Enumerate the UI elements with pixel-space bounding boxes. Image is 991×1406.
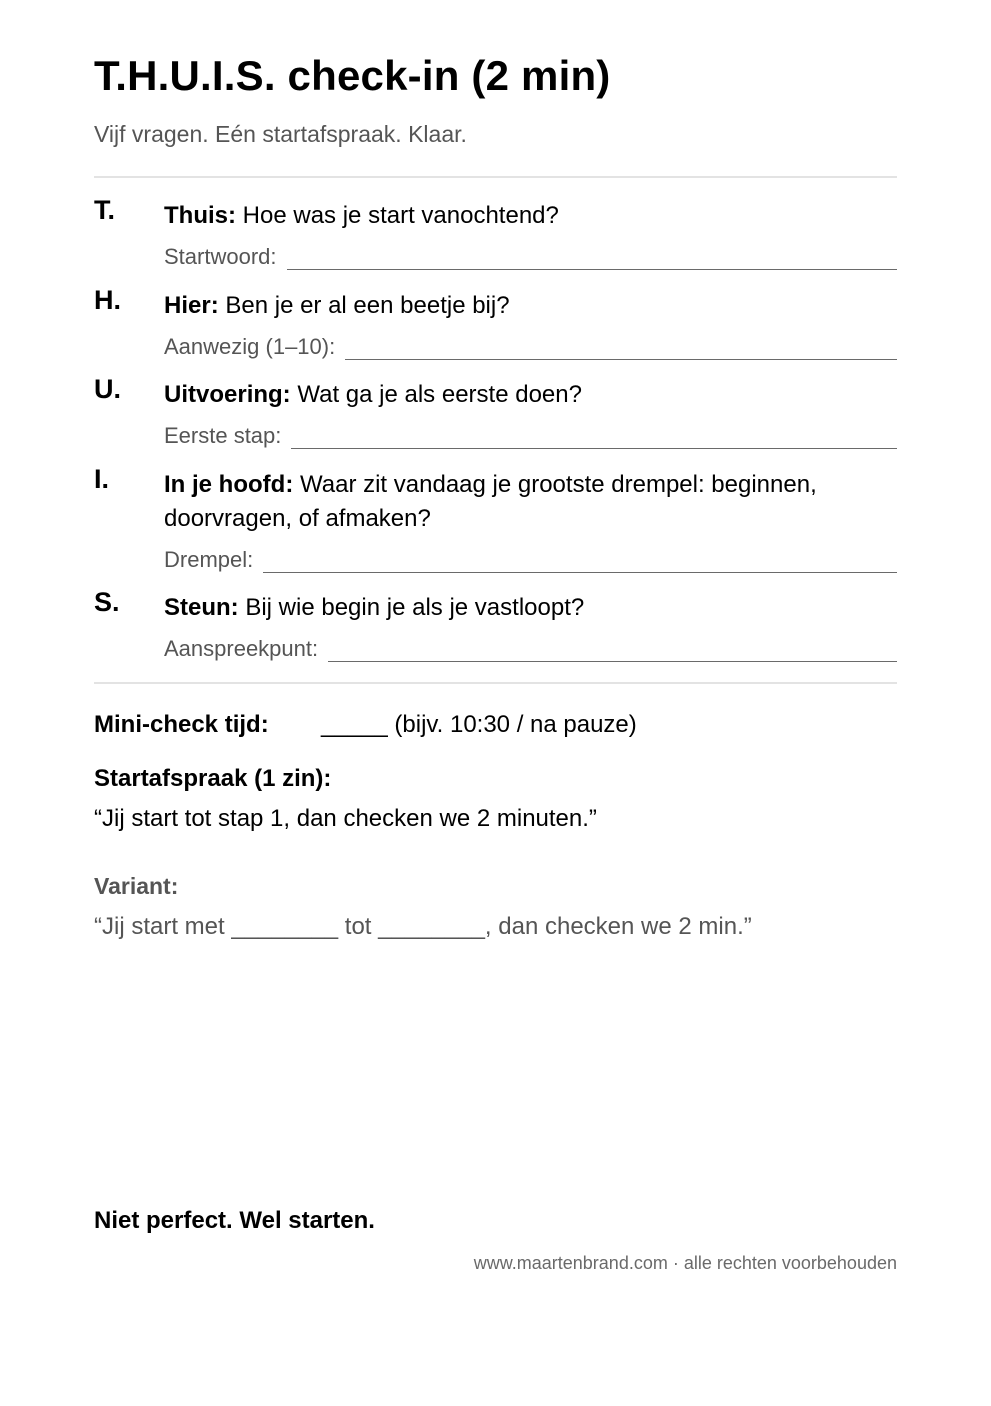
drempel-field[interactable] <box>164 543 897 573</box>
page-title: T.H.U.I.S. check-in (2 min) <box>94 52 611 99</box>
mini-check <box>94 711 637 739</box>
question-hier <box>94 285 897 365</box>
question-body: Ben je er al een beetje bij? <box>225 292 510 319</box>
question-letter: H. <box>94 285 121 315</box>
question-keyword: In je hoofd: <box>164 471 294 498</box>
startafspraak-text: “Jij start tot stap 1, dan checken we 2 minuten.” <box>94 805 597 832</box>
mini-check-value[interactable]: _____ (bijv. 10:30 / na pauze) <box>321 711 637 738</box>
question-text <box>164 591 897 625</box>
question-keyword: Hier: <box>164 292 219 319</box>
divider-bottom <box>94 682 897 684</box>
question-in-je-hoofd <box>94 464 897 578</box>
question-keyword: Uitvoering: <box>164 381 291 408</box>
mini-check-label: Mini-check tijd: <box>94 711 269 738</box>
worksheet-page <box>94 0 897 1406</box>
question-steun <box>94 587 897 667</box>
question-body: Wat ga je als eerste doen? <box>297 381 582 408</box>
footer-copyright: www.maartenbrand.com · alle rechten voorbehouden <box>473 1253 897 1273</box>
question-uitvoering <box>94 374 897 454</box>
eerste-stap-input-line[interactable] <box>291 422 897 449</box>
field-label: Startwoord: <box>164 244 277 269</box>
field-label: Aanwezig (1–10): <box>164 334 336 359</box>
tagline: Niet perfect. Wel starten. <box>94 1207 375 1234</box>
question-keyword: Thuis: <box>164 202 236 229</box>
question-text <box>164 378 897 412</box>
field-label: Eerste stap: <box>164 423 282 448</box>
drempel-input-line[interactable] <box>263 546 897 573</box>
question-body: Waar zit vandaag je grootste drempel: beginnen, doorvragen, of afmaken? <box>164 471 817 532</box>
startwoord-field[interactable] <box>164 240 897 270</box>
field-label: Drempel: <box>164 547 254 572</box>
startwoord-input-line[interactable] <box>287 243 898 270</box>
variant-label: Variant: <box>94 873 179 899</box>
question-text <box>164 468 897 536</box>
question-text <box>164 199 897 233</box>
aanwezig-field[interactable] <box>164 330 897 360</box>
aanspreekpunt-field[interactable] <box>164 632 897 662</box>
aanspreekpunt-input-line[interactable] <box>328 635 897 662</box>
question-letter: S. <box>94 587 120 617</box>
page-subtitle: Vijf vragen. Eén startafspraak. Klaar. <box>94 121 467 147</box>
eerste-stap-field[interactable] <box>164 419 897 449</box>
startafspraak-label: Startafspraak (1 zin): <box>94 765 332 792</box>
question-body: Bij wie begin je als je vastloopt? <box>245 594 585 621</box>
question-letter: T. <box>94 195 116 225</box>
question-body: Hoe was je start vanochtend? <box>242 202 559 229</box>
aanwezig-input-line[interactable] <box>345 333 897 360</box>
divider-top <box>94 176 897 178</box>
field-label: Aanspreekpunt: <box>164 636 319 661</box>
question-letter: I. <box>94 464 110 494</box>
question-text <box>164 289 897 323</box>
question-thuis <box>94 195 897 275</box>
question-letter: U. <box>94 374 121 404</box>
question-keyword: Steun: <box>164 594 239 621</box>
variant-text[interactable]: “Jij start met ________ tot ________, dan checken we 2 min.” <box>94 913 752 940</box>
